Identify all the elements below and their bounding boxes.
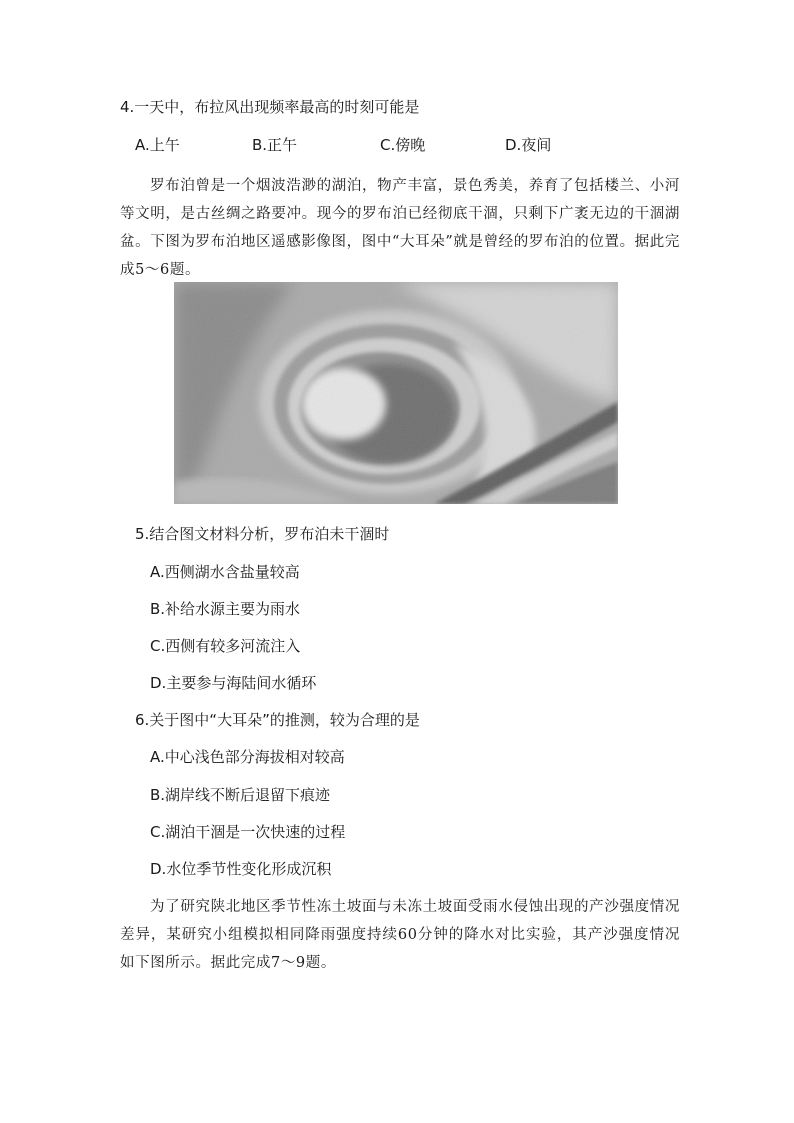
question-6-option-d: D.水位季节性变化形成沉积 [150,860,332,878]
material-text-5-6: 罗布泊曾是一个烟波浩渺的湖泊，物产丰富，景色秀美，养育了包括楼兰、小河等文明，是古丝绸之路要冲。现今的罗布泊已经彻底干涸，只剩下广袤无边的干涸湖盆。下图为罗布泊地区遥感影像图，图中“大耳朵”就是曾经的罗布泊的位置。据此完成5～6题。 [120,178,680,278]
question-4-option-c: C.傍晚 [380,136,426,154]
lop-nur-remote-sensing-image [174,282,618,504]
question-4-option-d: D.夜间 [505,136,552,154]
question-4-option-b: B.正午 [252,136,298,154]
question-4-option-a: A.上午 [135,136,180,154]
question-5-option-c: C.西侧有较多河流注入 [150,637,301,655]
material-paragraph-7-9 [120,893,680,977]
question-5-option-b: B.补给水源主要为雨水 [150,600,301,618]
question-5-stem: 5.结合图文材料分析，罗布泊未干涸时 [135,525,390,543]
question-6-option-b: B.湖岸线不断后退留下痕迹 [150,786,331,804]
question-5-option-a: A.西侧湖水含盐量较高 [150,563,300,581]
material-paragraph-5-6 [120,172,680,284]
question-6-stem: 6.关于图中“大耳朵”的推测，较为合理的是 [135,711,420,729]
material-text-7-9: 为了研究陕北地区季节性冻土坡面与未冻土坡面受雨水侵蚀出现的产沙强度情况差异，某研究小组模拟相同降雨强度持续60分钟的降水对比实验，其产沙强度情况如下图所示。据此完成7～9题。 [120,899,680,971]
question-4-stem: 4.一天中，布拉风出现频率最高的时刻可能是 [120,98,420,116]
question-6-option-a: A.中心浅色部分海拔相对较高 [150,748,345,766]
question-6-option-c: C.湖泊干涸是一次快速的过程 [150,823,346,841]
question-5-option-d: D.主要参与海陆间水循环 [150,674,317,692]
